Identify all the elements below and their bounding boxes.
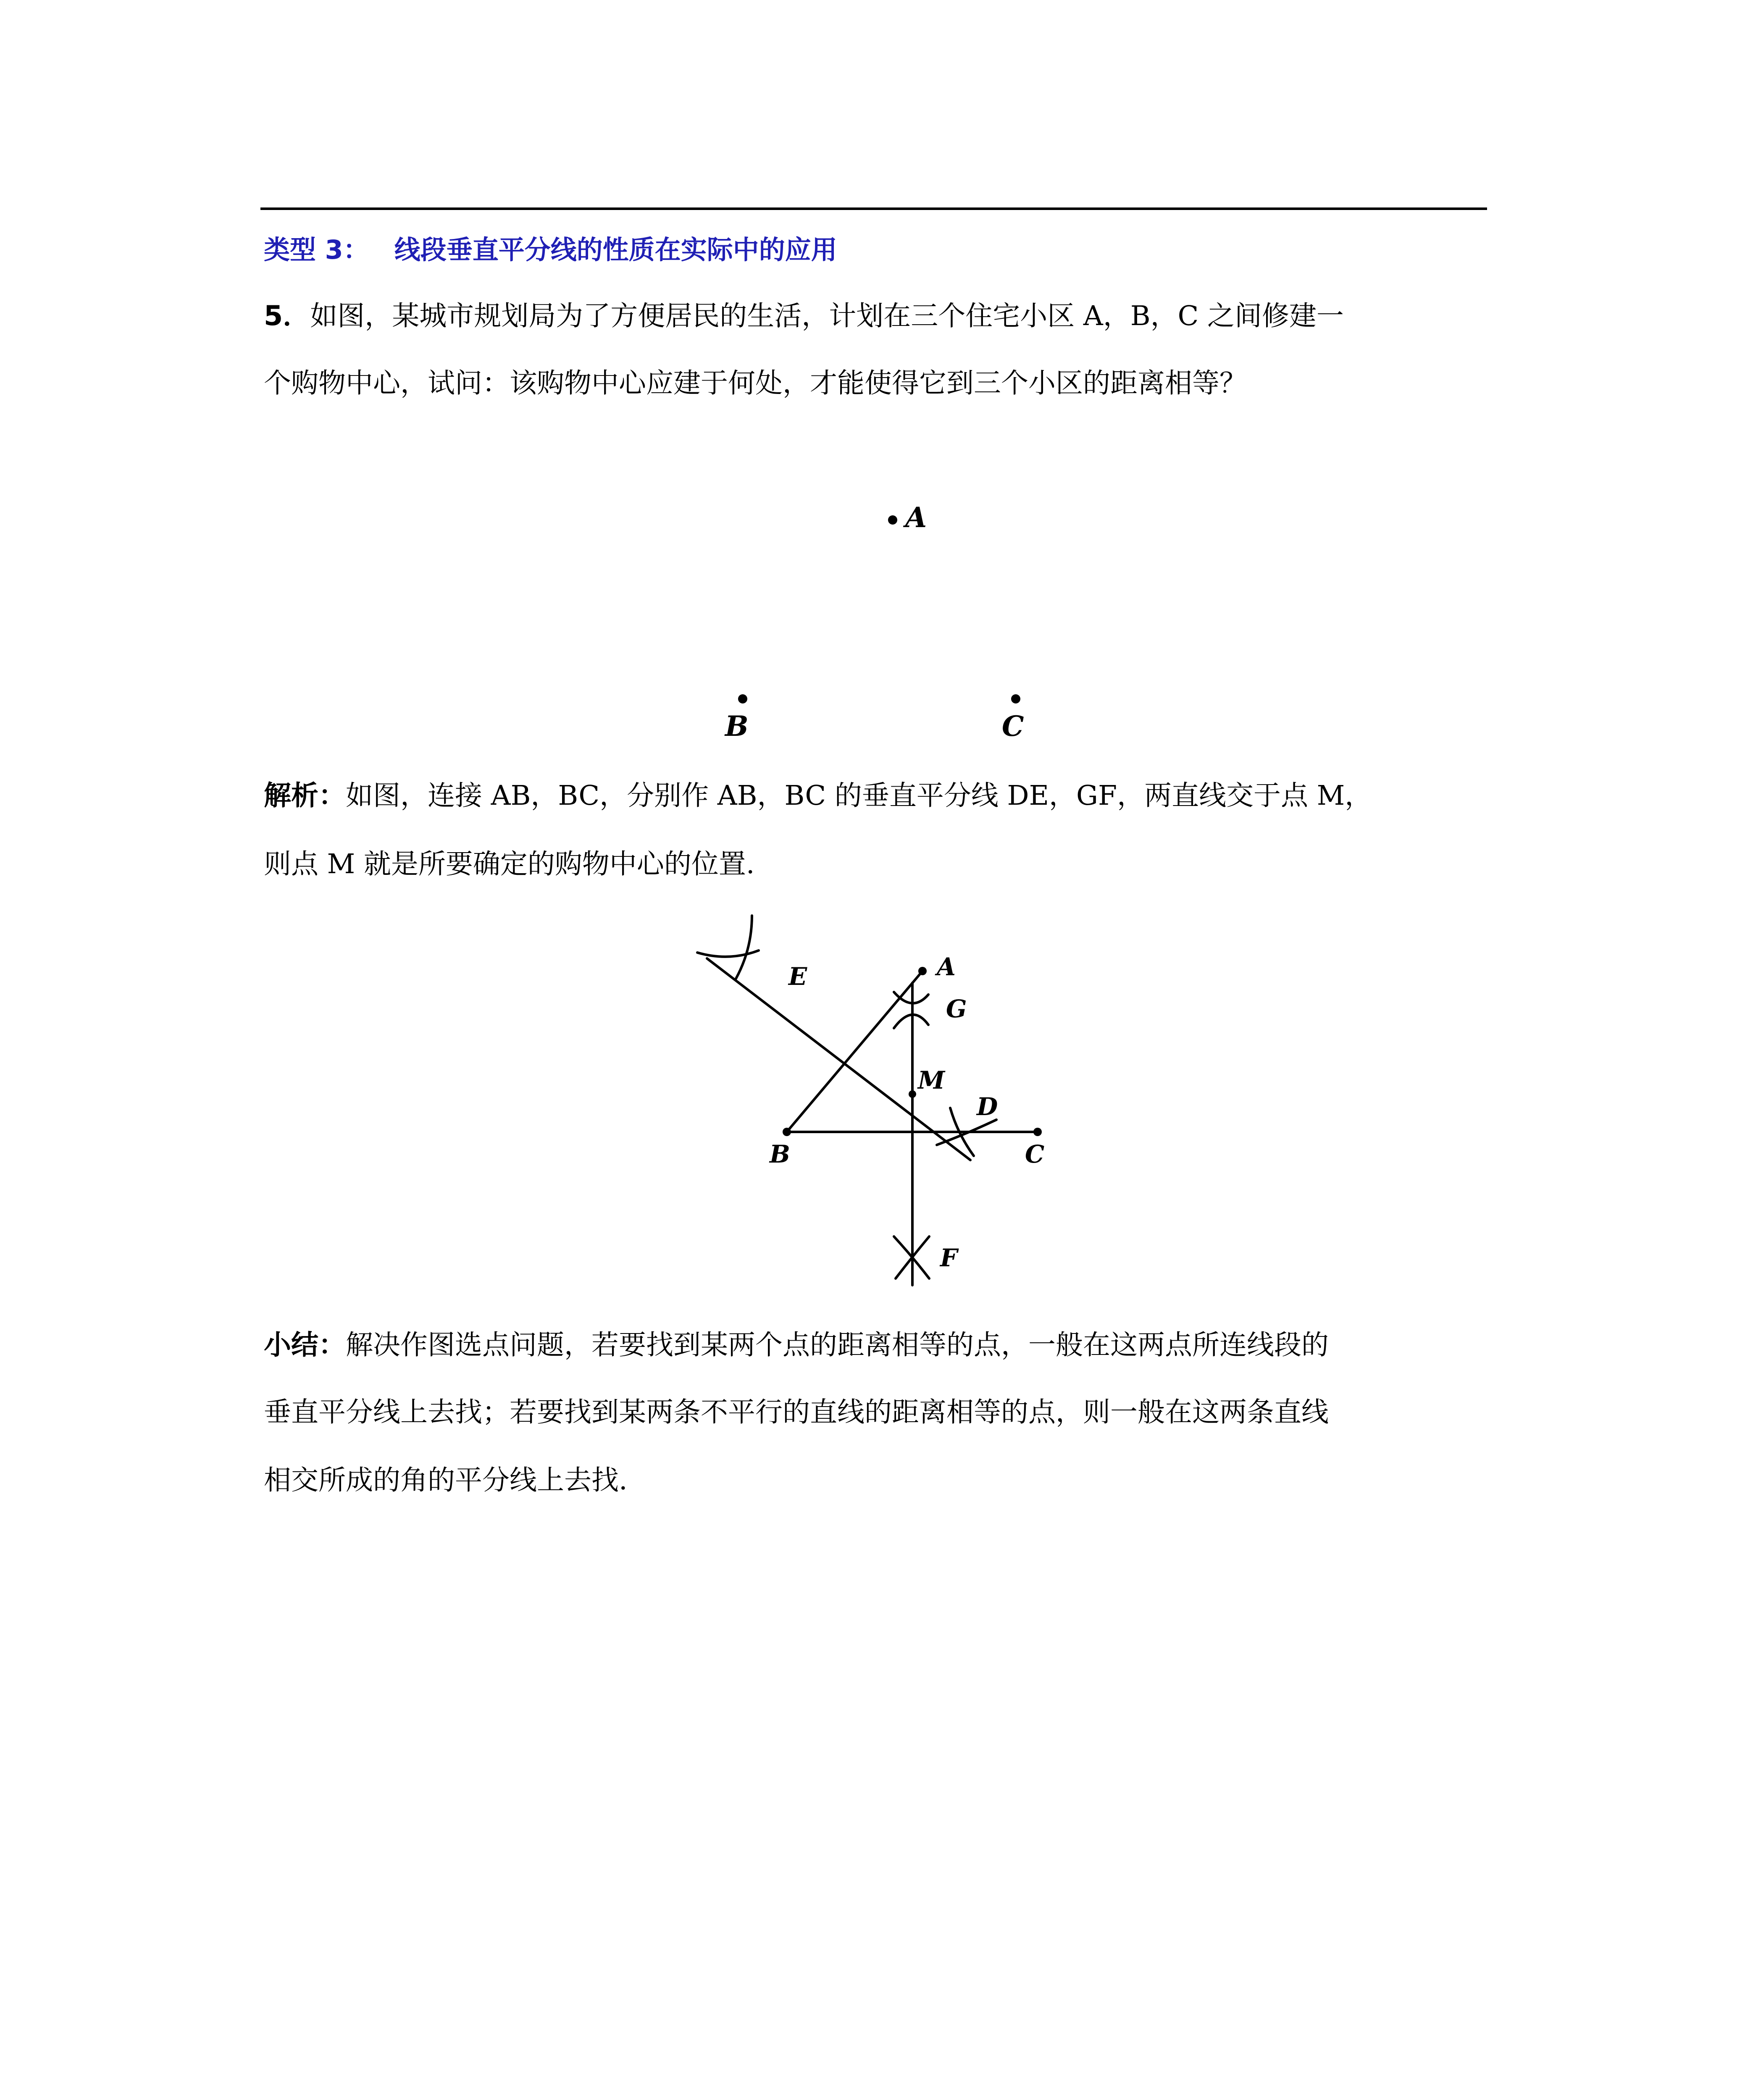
label2-m: M: [918, 1066, 945, 1095]
point2-m: [909, 1090, 916, 1098]
label-a: A: [905, 501, 927, 534]
label-b: B: [725, 710, 749, 743]
label2-e: E: [788, 962, 807, 991]
section-heading-prefix: 类型 3：: [264, 234, 369, 265]
section-heading-title: 线段垂直平分线的性质在实际中的应用: [394, 234, 837, 265]
label2-c: C: [1025, 1140, 1045, 1168]
label2-a: A: [937, 953, 956, 981]
problem-text-2: 个购物中心，试问：该购物中心应建于何处，才能使得它到三个小区的距离相等？: [264, 368, 1247, 399]
label2-f: F: [940, 1244, 958, 1272]
summary-line-3: [264, 1467, 628, 1494]
problem-text-1: 如图，某城市规划局为了方便居民的生活，计划在三个住宅小区 A，B，C 之间修建一: [310, 300, 1344, 332]
summary-text-1: 解决作图选点问题，若要找到某两个点的距离相等的点，一般在这两点所连线段的: [346, 1329, 1329, 1361]
summary-text-3: 相交所成的角的平分线上去找.: [264, 1465, 628, 1496]
solution-label: 解析：: [264, 780, 346, 811]
arc-e-2: [697, 950, 759, 957]
summary-line-2: [264, 1396, 1329, 1428]
line-de: [707, 958, 970, 1160]
label2-g: G: [946, 995, 967, 1023]
label-c: C: [1002, 710, 1024, 743]
problem-number: 5．: [264, 300, 310, 332]
summary-label: 小结：: [264, 1329, 346, 1361]
point2-b: [783, 1128, 791, 1136]
point2-a: [918, 967, 927, 975]
label2-d: D: [977, 1092, 998, 1121]
arc-e-1: [736, 916, 752, 979]
summary-text-2: 垂直平分线上去找；若要找到某两条不平行的直线的距离相等的点，则一般在这两条直线: [264, 1396, 1329, 1428]
solution-text-1: 如图，连接 AB，BC，分别作 AB，BC 的垂直平分线 DE，GF，两直线交于点 M，: [346, 780, 1372, 811]
label2-b: B: [770, 1140, 791, 1168]
solution-text-2: 则点 M 就是所要确定的购物中心的位置.: [264, 848, 755, 880]
point2-c: [1033, 1128, 1042, 1136]
summary-line-1: [264, 1331, 1329, 1359]
